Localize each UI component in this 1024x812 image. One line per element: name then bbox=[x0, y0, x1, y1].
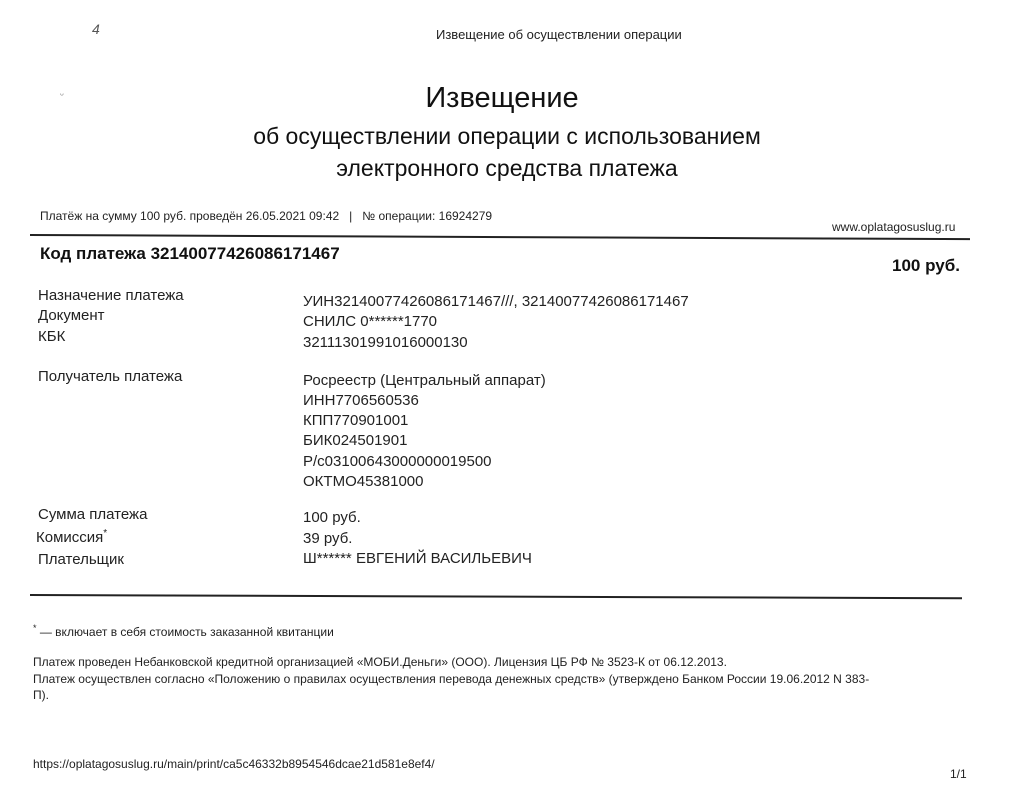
document-label: Документ bbox=[38, 307, 105, 324]
payment-summary-line bbox=[40, 209, 492, 223]
footnote-asterisk: * bbox=[33, 623, 37, 633]
legal-line-2: Платеж осуществлен согласно «Положению о правилах осуществления перевода денежных средств» (утверждено Банком России 19.06.2012 N 383- bbox=[33, 672, 870, 686]
operation-number: № операции: 16924279 bbox=[362, 209, 493, 223]
document-title: Извещение bbox=[425, 82, 579, 114]
corner-mark: 4 bbox=[92, 21, 100, 37]
commission-asterisk: * bbox=[103, 528, 108, 539]
legal-line-3: П). bbox=[33, 688, 49, 702]
sum-label: Сумма платежа bbox=[38, 506, 148, 523]
sum-value: 100 руб. bbox=[303, 509, 361, 526]
payer-label: Плательщик bbox=[38, 551, 124, 568]
payment-code: Код платежа 32140077426086171467 bbox=[40, 244, 340, 263]
recipient-inn: ИНН7706560536 bbox=[303, 392, 419, 409]
page-number: 1/1 bbox=[950, 767, 967, 781]
purpose-label: Назначение платежа bbox=[38, 287, 184, 304]
top-divider bbox=[30, 234, 970, 240]
recipient-account: Р/с03100643000000019500 bbox=[303, 453, 492, 470]
commission-label: Комиссия bbox=[36, 529, 104, 546]
document-value: СНИЛС 0******1770 bbox=[303, 313, 438, 330]
payer-value: Ш****** ЕВГЕНИЙ ВАСИЛЬЕВИЧ bbox=[303, 550, 532, 567]
print-url: https://oplatagosuslug.ru/main/print/ca5c46332b8954546dcae21d581e8ef4/ bbox=[33, 757, 435, 771]
site-address: www.oplatagosuslug.ru bbox=[832, 220, 956, 234]
document-subtitle-line1: об осуществлении операции с использованием bbox=[253, 123, 761, 149]
footnote-text: — включает в себя стоимость заказанной квитанции bbox=[36, 625, 334, 639]
kbk-label: КБК bbox=[38, 328, 66, 345]
bottom-divider bbox=[30, 594, 962, 599]
recipient-kpp: КПП770901001 bbox=[303, 412, 409, 429]
page-header: Извещение об осуществлении операции bbox=[436, 27, 682, 42]
purpose-value: УИН32140077426086171467///, 32140077426086171467 bbox=[303, 293, 689, 310]
commission-value: 39 руб. bbox=[303, 530, 353, 547]
recipient-oktmo: ОКТМО45381000 bbox=[303, 473, 424, 490]
recipient-name: Росреестр (Центральный аппарат) bbox=[303, 372, 546, 389]
kbk-value: 32111301991016000130 bbox=[303, 334, 468, 351]
commission-label-group bbox=[36, 528, 107, 546]
payment-info: Платёж на сумму 100 руб. проведён 26.05.2021 09:42 bbox=[40, 209, 340, 223]
recipient-label: Получатель платежа bbox=[38, 368, 183, 385]
scan-speck: ᵕ bbox=[60, 90, 64, 101]
footnote bbox=[33, 623, 334, 639]
document-subtitle-line2: электронного средства платежа bbox=[336, 155, 678, 181]
summary-separator: | bbox=[349, 209, 353, 223]
payment-amount: 100 руб. bbox=[892, 256, 960, 275]
recipient-bik: БИК024501901 bbox=[303, 432, 408, 449]
legal-line-1: Платеж проведен Небанковской кредитной организацией «МОБИ.Деньги» (ООО). Лицензия ЦБ РФ № 3523-К от 06.12.2013. bbox=[33, 655, 727, 669]
